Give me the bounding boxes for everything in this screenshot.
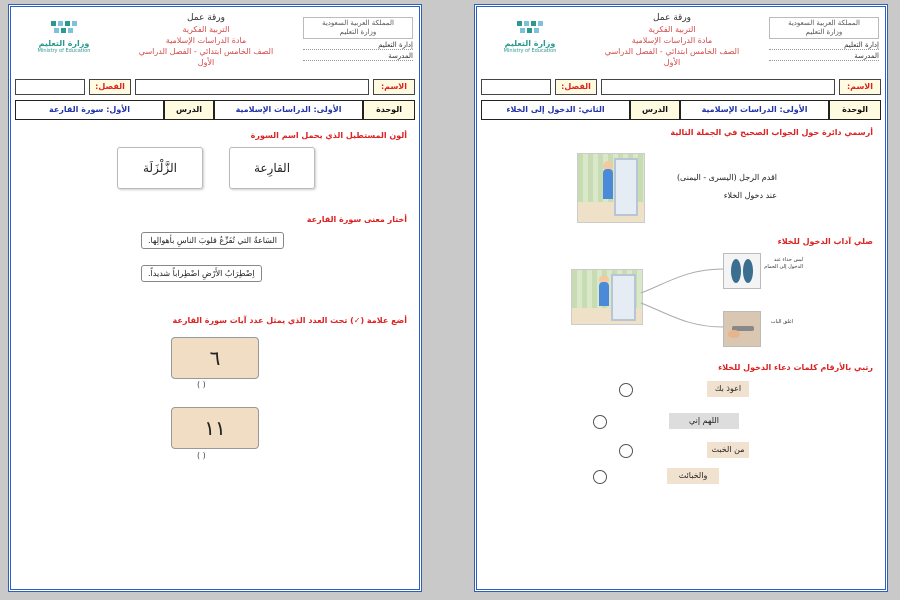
- subject: مادة الدراسات الإسلامية: [165, 36, 247, 45]
- name-label: الاسم:: [373, 79, 415, 95]
- lesson-label: الدرس: [630, 100, 680, 120]
- ministry-logo-icon: [49, 19, 79, 39]
- door-handle-icon[interactable]: [723, 311, 761, 347]
- number-option-6[interactable]: ٦: [171, 337, 259, 379]
- ministry-name-en: Ministry of Education: [503, 48, 557, 54]
- school-line: المدرسة: [303, 52, 413, 61]
- door-caption: اغلق الباب: [770, 319, 793, 325]
- unit-row: [15, 100, 415, 122]
- slippers-caption: لبس حذاء عند الدخول إلى الحمام: [764, 257, 803, 270]
- prayer-word-3: من الخبث: [707, 442, 749, 458]
- word-option-qariah[interactable]: القارِعة: [229, 147, 315, 189]
- lesson-value: الثاني: الدخول إلى الخلاء: [481, 100, 630, 120]
- ministry-logo: [19, 19, 109, 54]
- answer-bracket-1[interactable]: ( ): [197, 380, 206, 389]
- unit-label: الوحدة: [829, 100, 881, 120]
- order-circle-2[interactable]: [593, 415, 607, 429]
- class-label: الفصل:: [89, 79, 131, 95]
- sheet-title: ورقة عمل: [186, 13, 226, 23]
- prayer-word-2: اللهم إني: [669, 413, 739, 429]
- word-option-zalzalah[interactable]: الزَّلْزَلَة: [117, 147, 203, 189]
- sheet-title-block: [597, 13, 747, 68]
- meaning-option-2[interactable]: اِضْطِرَابُ الأَرْضِ اضْطِراباً شديداً.: [141, 265, 262, 282]
- student-info-row: [481, 79, 881, 97]
- ministry-name-en: Ministry of Education: [37, 48, 91, 54]
- page-header: [477, 13, 885, 79]
- sentence-line-1[interactable]: اقدم الرجل (اليسرى - اليمنى): [676, 173, 777, 182]
- emblem-block: [303, 17, 413, 61]
- class-field[interactable]: [481, 79, 551, 95]
- meaning-option-1[interactable]: السَاعةُ التي تُفَزِّعُ قلوبَ الناسِ بأهوالِها.: [141, 232, 284, 249]
- answer-bracket-2[interactable]: ( ): [197, 451, 206, 460]
- sheet-title: ورقة عمل: [652, 13, 692, 23]
- subject: مادة الدراسات الإسلامية: [631, 36, 713, 45]
- school-line: المدرسة: [769, 52, 879, 61]
- ministry-name: وزارة التعليم: [38, 39, 90, 48]
- ministry-name: وزارة التعليم: [504, 39, 556, 48]
- number-option-11[interactable]: ١١: [171, 407, 259, 449]
- name-field[interactable]: [135, 79, 369, 95]
- sheet-title-block: [131, 13, 281, 68]
- dept: التربية الفكرية: [182, 25, 230, 34]
- order-circle-1[interactable]: [619, 383, 633, 397]
- class-label: الفصل:: [555, 79, 597, 95]
- question-3: رتبي بالأرقام كلمات دعاء الدخول للخلاء: [718, 363, 873, 372]
- lesson-label: الدرس: [164, 100, 214, 120]
- admin-line: إدارة التعليم: [303, 41, 413, 50]
- class-field[interactable]: [15, 79, 85, 95]
- admin-line: إدارة التعليم: [769, 41, 879, 50]
- emblem-block: [769, 17, 879, 61]
- question-2: صلي آداب الدخول للخلاء: [777, 237, 873, 246]
- question-3: أضع علامة (✓) تحت العدد الذي يمثل عدد آيات سورة القارعة: [172, 316, 407, 325]
- unit-label: الوحدة: [363, 100, 415, 120]
- kingdom-emblem: المملكة العربية السعودية وزارة التعليم: [769, 17, 879, 39]
- ministry-logo-icon: [515, 19, 545, 39]
- page-header: [11, 13, 419, 79]
- unit-row: [481, 100, 881, 122]
- slippers-icon[interactable]: [723, 253, 761, 289]
- question-1: أرسمي دائرة حول الجواب الصحيح في الجملة التالية: [670, 128, 873, 137]
- order-circle-4[interactable]: [593, 470, 607, 484]
- question-2: أختار معنى سورة القارعة: [306, 215, 407, 224]
- grade: الصف الخامس ابتدائي - الفصل الدراسي الأول: [138, 47, 274, 67]
- unit-value: الأولى: الدراسات الإسلامية: [680, 100, 829, 120]
- bathroom-entry-image: [577, 153, 645, 223]
- ministry-logo: [485, 19, 575, 54]
- name-label: الاسم:: [839, 79, 881, 95]
- kingdom-emblem: المملكة العربية السعودية وزارة التعليم: [303, 17, 413, 39]
- name-field[interactable]: [601, 79, 835, 95]
- worksheet-page-right: [474, 4, 888, 592]
- grade: الصف الخامس ابتدائي - الفصل الدراسي الأول: [604, 47, 740, 67]
- dept: التربية الفكرية: [648, 25, 696, 34]
- bathroom-scene-image[interactable]: [571, 269, 643, 325]
- prayer-word-4: والخبائث: [667, 468, 719, 484]
- student-info-row: [15, 79, 415, 97]
- worksheet-page-left: [8, 4, 422, 592]
- unit-value: الأولى: الدراسات الإسلامية: [214, 100, 363, 120]
- sentence-line-2: عند دخول الخلاء: [723, 191, 777, 200]
- order-circle-3[interactable]: [619, 444, 633, 458]
- prayer-word-1: اعوذ بك: [707, 381, 749, 397]
- question-1: ألون المستطيل الذي يحمل اسم السورة: [250, 131, 407, 140]
- lesson-value: الأول: سورة القارعة: [15, 100, 164, 120]
